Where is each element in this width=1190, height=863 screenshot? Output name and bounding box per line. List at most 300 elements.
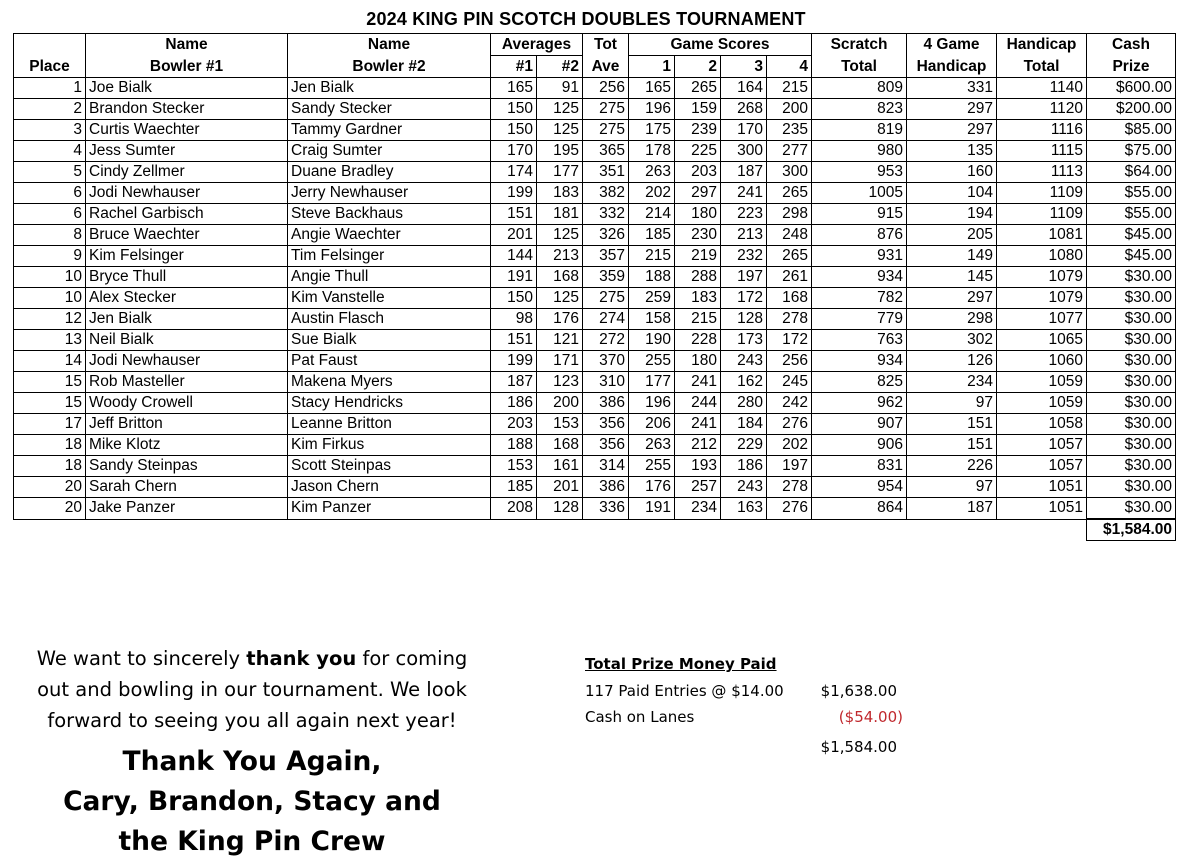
cash-prize-cell: $30.00 [1087,351,1176,372]
table-row [14,414,1176,435]
cash-prize-cell: $30.00 [1087,414,1176,435]
cash-prize-cell: $45.00 [1087,225,1176,246]
handicap-cell: 302 [907,330,997,351]
game-4-cell: 200 [767,99,812,120]
cash-on-lanes-amount: ($54.00) [838,708,903,726]
place-cell: 2 [14,99,86,120]
game-4-cell: 202 [767,435,812,456]
average-2-cell: 161 [537,456,583,477]
game-3-cell: 232 [721,246,767,267]
results-table [13,33,1176,541]
header-cell: Place [14,56,86,78]
cash-prize-cell: $30.00 [1087,372,1176,393]
bowler-2-cell: Sue Bialk [288,330,491,351]
scratch-total-cell: 831 [812,456,907,477]
game-1-cell: 206 [629,414,675,435]
table-row [14,99,1176,120]
game-1-cell: 177 [629,372,675,393]
game-2-cell: 265 [675,78,721,99]
table-row [14,351,1176,372]
handicap-cell: 226 [907,456,997,477]
handicap-cell: 298 [907,309,997,330]
handicap-cell: 160 [907,162,997,183]
total-average-cell: 382 [583,183,629,204]
scratch-total-cell: 907 [812,414,907,435]
place-cell: 6 [14,204,86,225]
average-2-cell: 176 [537,309,583,330]
game-4-cell: 197 [767,456,812,477]
header-cell: 3 [721,56,767,78]
game-2-cell: 215 [675,309,721,330]
average-1-cell: 188 [491,435,537,456]
place-cell: 18 [14,435,86,456]
game-4-cell: 235 [767,120,812,141]
thank-you-emphasis: thank you [246,647,357,670]
thank-you-line-1-start: We want to sincerely [36,647,247,670]
prize-summary [585,654,915,760]
average-2-cell: 201 [537,477,583,498]
game-4-cell: 215 [767,78,812,99]
table-row [14,78,1176,99]
bowler-1-cell: Jess Sumter [86,141,288,162]
game-4-cell: 265 [767,246,812,267]
handicap-total-cell: 1065 [997,330,1087,351]
bowler-2-cell: Leanne Britton [288,414,491,435]
game-2-cell: 203 [675,162,721,183]
table-row [14,498,1176,520]
handicap-cell: 297 [907,288,997,309]
bowler-2-cell: Craig Sumter [288,141,491,162]
handicap-cell: 145 [907,267,997,288]
handicap-total-cell: 1081 [997,225,1087,246]
scratch-total-cell: 934 [812,267,907,288]
average-1-cell: 185 [491,477,537,498]
table-row [14,456,1176,477]
game-2-cell: 193 [675,456,721,477]
total-average-cell: 310 [583,372,629,393]
bowler-2-cell: Tammy Gardner [288,120,491,141]
average-2-cell: 183 [537,183,583,204]
header-cell: #2 [537,56,583,78]
table-row [14,372,1176,393]
average-2-cell: 181 [537,204,583,225]
average-1-cell: 144 [491,246,537,267]
handicap-cell: 331 [907,78,997,99]
bowler-2-cell: Sandy Stecker [288,99,491,120]
game-2-cell: 180 [675,204,721,225]
game-3-cell: 173 [721,330,767,351]
bowler-1-cell: Brandon Stecker [86,99,288,120]
game-1-cell: 178 [629,141,675,162]
average-2-cell: 125 [537,288,583,309]
scratch-total-cell: 1005 [812,183,907,204]
handicap-cell: 297 [907,120,997,141]
table-row [14,120,1176,141]
header-cell: Handicap [997,34,1087,56]
header-cell: Total [997,56,1087,78]
cash-prize-cell: $55.00 [1087,204,1176,225]
handicap-cell: 149 [907,246,997,267]
place-cell: 5 [14,162,86,183]
handicap-total-cell: 1115 [997,141,1087,162]
bowler-1-cell: Jeff Britton [86,414,288,435]
page-title: 2024 KING PIN SCOTCH DOUBLES TOURNAMENT [366,9,806,29]
total-average-cell: 275 [583,120,629,141]
game-4-cell: 276 [767,498,812,520]
game-2-cell: 228 [675,330,721,351]
handicap-total-cell: 1058 [997,414,1087,435]
header-cell: Bowler #2 [288,56,491,78]
game-1-cell: 255 [629,351,675,372]
game-1-cell: 259 [629,288,675,309]
average-2-cell: 177 [537,162,583,183]
header-cell: 4 [767,56,812,78]
handicap-total-cell: 1059 [997,393,1087,414]
thank-you-message [14,643,490,862]
header-cell: Name [86,34,288,56]
average-2-cell: 125 [537,99,583,120]
handicap-cell: 126 [907,351,997,372]
average-1-cell: 203 [491,414,537,435]
bowler-1-cell: Neil Bialk [86,330,288,351]
cash-prize-cell: $55.00 [1087,183,1176,204]
bowler-1-cell: Alex Stecker [86,288,288,309]
scratch-total-cell: 782 [812,288,907,309]
game-1-cell: 190 [629,330,675,351]
header-cell: 2 [675,56,721,78]
total-average-cell: 365 [583,141,629,162]
header-cell: Scratch [812,34,907,56]
bowler-2-cell: Jen Bialk [288,78,491,99]
game-2-cell: 257 [675,477,721,498]
handicap-cell: 205 [907,225,997,246]
total-average-cell: 356 [583,414,629,435]
table-row [14,267,1176,288]
game-4-cell: 168 [767,288,812,309]
place-cell: 14 [14,351,86,372]
cash-prize-cell: $30.00 [1087,498,1176,520]
average-2-cell: 213 [537,246,583,267]
game-2-cell: 234 [675,498,721,520]
average-2-cell: 121 [537,330,583,351]
signature-line-2: Cary, Brandon, Stacy and [63,786,441,817]
game-3-cell: 213 [721,225,767,246]
game-2-cell: 183 [675,288,721,309]
bowler-1-cell: Sandy Steinpas [86,456,288,477]
game-2-cell: 180 [675,351,721,372]
bowler-1-cell: Cindy Zellmer [86,162,288,183]
average-2-cell: 195 [537,141,583,162]
game-3-cell: 164 [721,78,767,99]
bowler-1-cell: Mike Klotz [86,435,288,456]
table-row [14,183,1176,204]
handicap-total-cell: 1080 [997,246,1087,267]
grand-total-row [14,519,1176,541]
average-2-cell: 168 [537,435,583,456]
header-row-2 [14,56,1176,78]
handicap-total-cell: 1077 [997,309,1087,330]
average-1-cell: 191 [491,267,537,288]
game-1-cell: 214 [629,204,675,225]
cash-prize-cell: $30.00 [1087,435,1176,456]
game-3-cell: 186 [721,456,767,477]
game-4-cell: 298 [767,204,812,225]
average-1-cell: 98 [491,309,537,330]
scratch-total-cell: 864 [812,498,907,520]
game-4-cell: 278 [767,477,812,498]
game-2-cell: 212 [675,435,721,456]
handicap-cell: 234 [907,372,997,393]
table-row [14,330,1176,351]
place-cell: 12 [14,309,86,330]
bowler-1-cell: Jake Panzer [86,498,288,520]
game-3-cell: 223 [721,204,767,225]
total-average-cell: 256 [583,78,629,99]
game-1-cell: 158 [629,309,675,330]
game-1-cell: 196 [629,99,675,120]
game-1-cell: 165 [629,78,675,99]
bowler-2-cell: Tim Felsinger [288,246,491,267]
game-2-cell: 241 [675,414,721,435]
game-4-cell: 248 [767,225,812,246]
thank-you-line-2: out and bowling in our tournament. We look [37,678,467,701]
total-average-cell: 314 [583,456,629,477]
table-row [14,477,1176,498]
game-1-cell: 176 [629,477,675,498]
average-2-cell: 200 [537,393,583,414]
scratch-total-cell: 906 [812,435,907,456]
cash-prize-cell: $30.00 [1087,267,1176,288]
average-1-cell: 150 [491,288,537,309]
bowler-1-cell: Jodi Newhauser [86,183,288,204]
summary-total-amount: $1,584.00 [820,738,897,756]
average-1-cell: 187 [491,372,537,393]
place-cell: 6 [14,183,86,204]
place-cell: 20 [14,498,86,520]
handicap-total-cell: 1059 [997,372,1087,393]
scratch-total-cell: 809 [812,78,907,99]
cash-on-lanes-label: Cash on Lanes [585,708,695,726]
header-row-1 [14,34,1176,56]
game-2-cell: 241 [675,372,721,393]
entries-amount: $1,638.00 [820,682,897,700]
game-3-cell: 268 [721,99,767,120]
handicap-total-cell: 1116 [997,120,1087,141]
entries-row [585,678,915,704]
average-2-cell: 128 [537,498,583,520]
bowler-2-cell: Steve Backhaus [288,204,491,225]
average-1-cell: 208 [491,498,537,520]
table-row [14,309,1176,330]
entries-label: 117 Paid Entries @ $14.00 [585,682,784,700]
game-3-cell: 241 [721,183,767,204]
bowler-2-cell: Kim Firkus [288,435,491,456]
bowler-1-cell: Woody Crowell [86,393,288,414]
bowler-2-cell: Jason Chern [288,477,491,498]
signature [14,742,490,862]
bowler-2-cell: Angie Thull [288,267,491,288]
game-3-cell: 187 [721,162,767,183]
handicap-cell: 151 [907,414,997,435]
signature-line-3: the King Pin Crew [118,826,386,857]
game-1-cell: 188 [629,267,675,288]
scratch-total-cell: 962 [812,393,907,414]
header-cell: Handicap [907,56,997,78]
table-row [14,162,1176,183]
game-1-cell: 175 [629,120,675,141]
table-row [14,204,1176,225]
game-4-cell: 265 [767,183,812,204]
cash-prize-cell: $75.00 [1087,141,1176,162]
total-average-cell: 359 [583,267,629,288]
handicap-total-cell: 1120 [997,99,1087,120]
game-1-cell: 196 [629,393,675,414]
scratch-total-cell: 763 [812,330,907,351]
bowler-1-cell: Rob Masteller [86,372,288,393]
bowler-2-cell: Makena Myers [288,372,491,393]
handicap-total-cell: 1051 [997,477,1087,498]
grand-total-cell: $1,584.00 [1087,519,1176,541]
thank-you-line-3: forward to seeing you all again next year! [47,709,457,732]
cash-on-lanes-row [585,704,915,730]
cash-prize-cell: $30.00 [1087,393,1176,414]
total-average-cell: 332 [583,204,629,225]
place-cell: 4 [14,141,86,162]
cash-prize-cell: $45.00 [1087,246,1176,267]
scratch-total-cell: 934 [812,351,907,372]
total-average-cell: 336 [583,498,629,520]
header-cell: #1 [491,56,537,78]
game-3-cell: 300 [721,141,767,162]
header-cell: Prize [1087,56,1176,78]
header-cell: Averages [491,34,583,56]
summary-total-row [585,734,915,760]
place-cell: 13 [14,330,86,351]
scratch-total-cell: 954 [812,477,907,498]
cash-prize-cell: $30.00 [1087,288,1176,309]
average-1-cell: 151 [491,204,537,225]
total-average-cell: 386 [583,393,629,414]
table-row [14,225,1176,246]
place-cell: 20 [14,477,86,498]
game-4-cell: 276 [767,414,812,435]
handicap-total-cell: 1113 [997,162,1087,183]
scratch-total-cell: 980 [812,141,907,162]
bowler-2-cell: Pat Faust [288,351,491,372]
average-1-cell: 165 [491,78,537,99]
signature-line-1: Thank You Again, [122,746,382,777]
header-cell: 1 [629,56,675,78]
table-row [14,246,1176,267]
average-1-cell: 174 [491,162,537,183]
header-cell: Cash [1087,34,1176,56]
game-2-cell: 225 [675,141,721,162]
handicap-total-cell: 1109 [997,183,1087,204]
game-4-cell: 242 [767,393,812,414]
scratch-total-cell: 876 [812,225,907,246]
bowler-2-cell: Kim Panzer [288,498,491,520]
game-2-cell: 219 [675,246,721,267]
scratch-total-cell: 953 [812,162,907,183]
place-cell: 15 [14,393,86,414]
game-4-cell: 172 [767,330,812,351]
game-2-cell: 239 [675,120,721,141]
place-cell: 1 [14,78,86,99]
bowler-2-cell: Scott Steinpas [288,456,491,477]
game-3-cell: 243 [721,477,767,498]
table-row [14,435,1176,456]
average-2-cell: 168 [537,267,583,288]
cash-prize-cell: $30.00 [1087,309,1176,330]
game-1-cell: 255 [629,456,675,477]
header-cell: Ave [583,56,629,78]
average-1-cell: 199 [491,183,537,204]
game-3-cell: 229 [721,435,767,456]
thank-you-line-1 [14,643,490,674]
bowler-1-cell: Joe Bialk [86,78,288,99]
average-2-cell: 91 [537,78,583,99]
game-3-cell: 170 [721,120,767,141]
game-3-cell: 197 [721,267,767,288]
table-row [14,393,1176,414]
average-1-cell: 150 [491,99,537,120]
handicap-total-cell: 1051 [997,498,1087,520]
average-2-cell: 125 [537,225,583,246]
bowler-1-cell: Sarah Chern [86,477,288,498]
header-cell: Bowler #1 [86,56,288,78]
cash-prize-cell: $30.00 [1087,477,1176,498]
handicap-cell: 104 [907,183,997,204]
game-3-cell: 280 [721,393,767,414]
game-3-cell: 172 [721,288,767,309]
scratch-total-cell: 779 [812,309,907,330]
game-3-cell: 163 [721,498,767,520]
game-3-cell: 243 [721,351,767,372]
total-average-cell: 356 [583,435,629,456]
header-cell: Name [288,34,491,56]
bowler-1-cell: Jodi Newhauser [86,351,288,372]
header-cell: Total [812,56,907,78]
cash-prize-cell: $85.00 [1087,120,1176,141]
game-2-cell: 288 [675,267,721,288]
header-cell: 4 Game [907,34,997,56]
handicap-cell: 97 [907,477,997,498]
game-4-cell: 261 [767,267,812,288]
bowler-2-cell: Stacy Hendricks [288,393,491,414]
total-average-cell: 272 [583,330,629,351]
average-1-cell: 153 [491,456,537,477]
handicap-total-cell: 1109 [997,204,1087,225]
total-average-cell: 386 [583,477,629,498]
place-cell: 15 [14,372,86,393]
total-average-cell: 326 [583,225,629,246]
game-2-cell: 297 [675,183,721,204]
average-1-cell: 201 [491,225,537,246]
place-cell: 9 [14,246,86,267]
bowler-1-cell: Bruce Waechter [86,225,288,246]
average-2-cell: 123 [537,372,583,393]
game-4-cell: 256 [767,351,812,372]
place-cell: 18 [14,456,86,477]
total-average-cell: 357 [583,246,629,267]
handicap-cell: 151 [907,435,997,456]
cash-prize-cell: $64.00 [1087,162,1176,183]
cash-prize-cell: $200.00 [1087,99,1176,120]
average-1-cell: 186 [491,393,537,414]
grand-total-spacer [14,519,1087,541]
bowler-1-cell: Curtis Waechter [86,120,288,141]
average-2-cell: 125 [537,120,583,141]
